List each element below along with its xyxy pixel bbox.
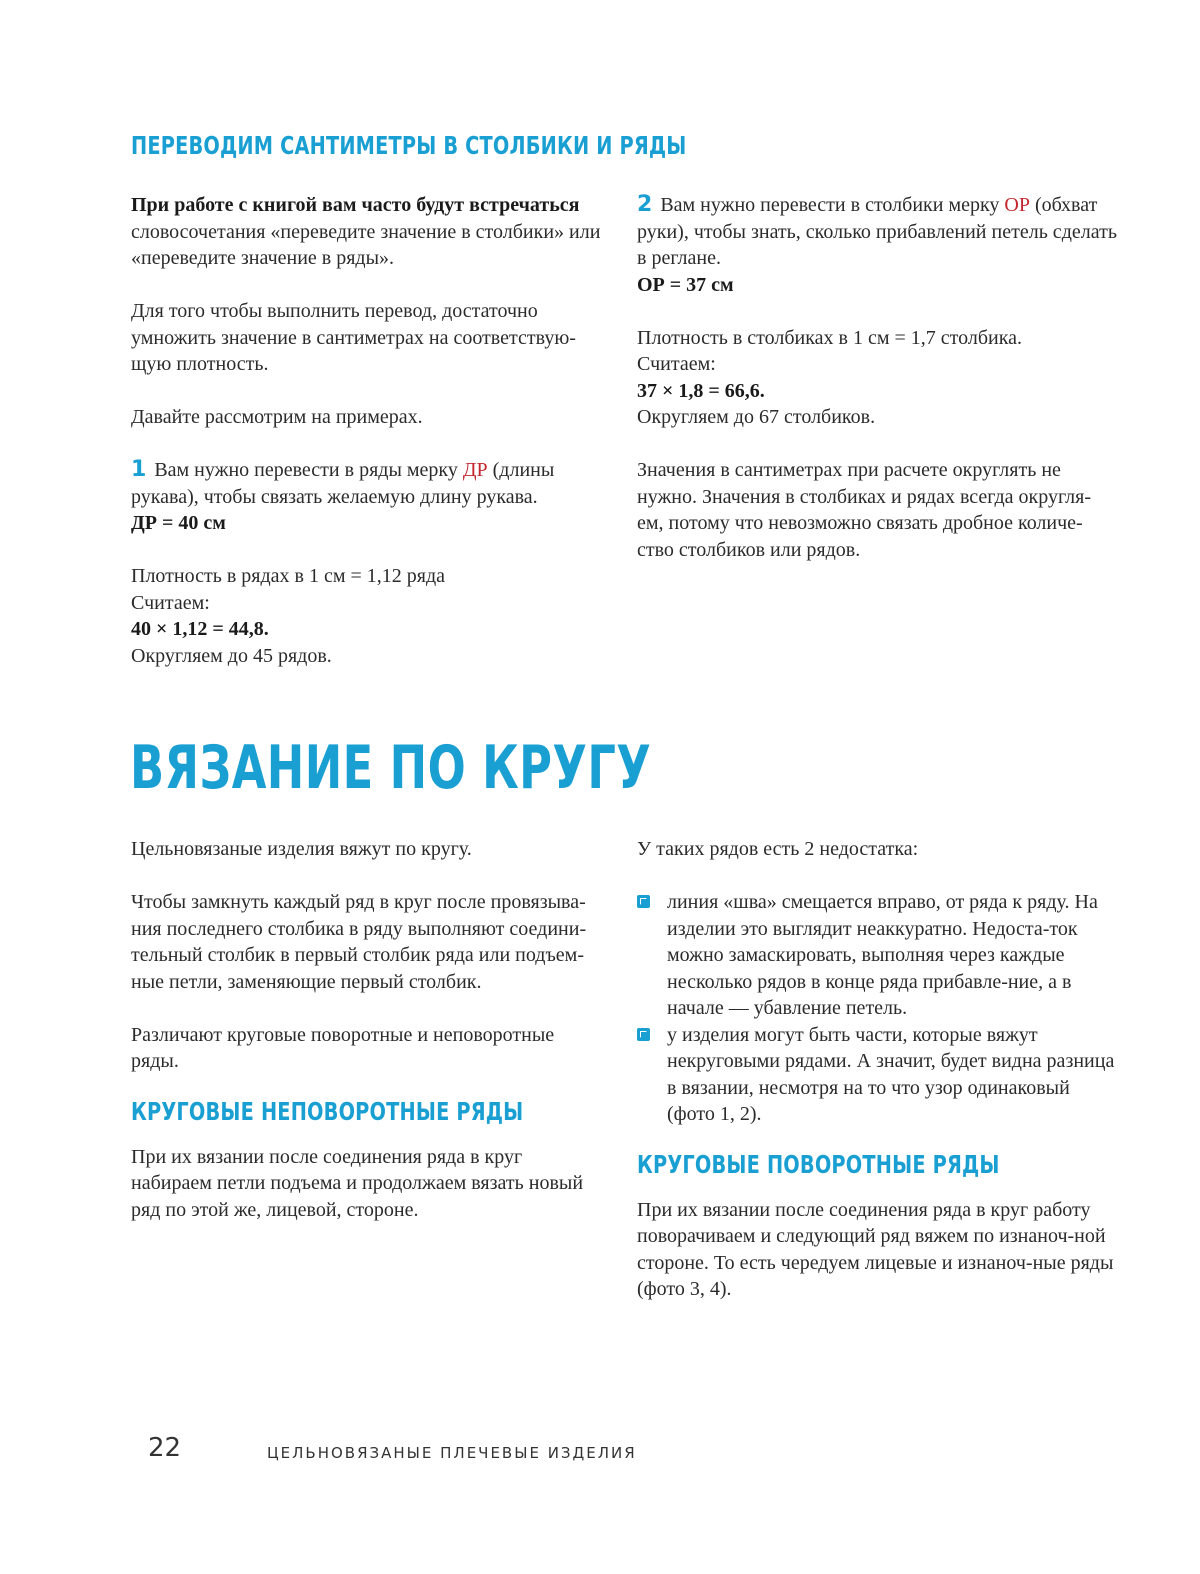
count-label: Считаем: xyxy=(637,353,716,375)
page-number: 22 xyxy=(148,1433,182,1463)
example-value: ОР = 37 см xyxy=(637,273,734,296)
paragraph: Различают круговые поворотные и неповоротные ряды. xyxy=(131,1023,555,1072)
calculation: 40 × 1,12 = 44,8. xyxy=(131,618,269,640)
example-value: ДР = 40 см xyxy=(131,512,226,534)
intro-bold: При работе с книгой вам часто будут встречаться xyxy=(131,194,580,216)
paragraph: Чтобы замкнуть каждый ряд в круг после провязыва-ния последнего столбика в ряду выполняют соедини-тельный столбик в первый столбик ряда или подъем-ные петли, заменяющие первый столбик. xyxy=(131,891,587,993)
paragraph: Цельновязаные изделия вяжут по кругу. xyxy=(131,838,472,860)
section2-right-column xyxy=(637,836,1115,1303)
intro-paragraph xyxy=(131,192,606,272)
section-heading-centimeters: ПЕРЕВОДИМ САНТИМЕТРЫ В СТОЛБИКИ И РЯДЫ xyxy=(131,131,687,160)
density-text: Плотность в рядах в 1 см = 1,12 ряда xyxy=(131,565,446,587)
running-footer-title: ЦЕЛЬНОВЯЗАНЫЕ ПЛЕЧЕВЫЕ ИЗДЕЛИЯ xyxy=(267,1444,637,1462)
example-text: Вам нужно перевести в ряды мерку xyxy=(154,459,458,481)
abbreviation-dr: ДР xyxy=(462,459,488,481)
count-label: Считаем: xyxy=(131,591,210,614)
drawbacks-list xyxy=(637,889,1115,1128)
paragraph: При их вязании после соединения ряда в круг набираем петли подъема и продолжаем вязать новый ряд по этой же, лицевой, стороне. xyxy=(131,1145,584,1221)
rounding-text: Округляем до 67 столбиков. xyxy=(637,406,876,428)
example-number: 2 xyxy=(637,192,653,217)
example-2 xyxy=(637,192,1117,272)
list-item-text: линия «шва» смещается вправо, от ряда к ряду. На изделии это выглядит неаккуратно. Недоста-ток можно замаскировать, выполняя через каждые несколько рядов в конце ряда прибавле-ние, а в начале — убавление петель. xyxy=(667,891,1098,1019)
section1-right-column xyxy=(637,192,1117,563)
square-bullet-icon xyxy=(637,1028,650,1041)
list-item xyxy=(637,889,1115,1022)
example-number: 1 xyxy=(131,457,147,482)
intro-rest: словосочетания «переведите значение в столбики» или «переведите значение в ряды». xyxy=(131,220,601,269)
paragraph: Давайте рассмотрим на примерах. xyxy=(131,406,423,428)
rounding-text: Округляем до 45 рядов. xyxy=(131,644,332,667)
example-1 xyxy=(131,457,606,510)
abbreviation-or: ОР xyxy=(1004,194,1030,216)
subheading-turning-rows: КРУГОВЫЕ ПОВОРОТНЫЕ РЯДЫ xyxy=(637,1149,1000,1179)
calculation: 37 × 1,8 = 66,6. xyxy=(637,379,765,402)
section1-left-column xyxy=(131,192,606,669)
list-item-text: у изделия могут быть части, которые вяжут некруговыми рядами. А значит, будет видна разница в вязании, несмотря на то что узор одинаковый (фото 1, 2). xyxy=(667,1023,1115,1125)
paragraph: У таких рядов есть 2 недостатка: xyxy=(637,838,919,860)
subheading-non-turning-rows: КРУГОВЫЕ НЕПОВОРОТНЫЕ РЯДЫ xyxy=(131,1096,524,1126)
list-item xyxy=(637,1022,1115,1128)
square-bullet-icon xyxy=(637,895,650,908)
example-text: (длины рукава), чтобы связать желаемую длину рукава. xyxy=(131,459,555,508)
section-heading-circular-knitting: ВЯЗАНИЕ ПО КРУГУ xyxy=(130,733,652,803)
density-text: Плотность в столбиках в 1 см = 1,7 столбика. xyxy=(637,326,1023,349)
example-text: Вам нужно перевести в столбики мерку xyxy=(660,194,1000,216)
paragraph: Для того чтобы выполнить перевод, достаточно умножить значение в сантиметрах на соответствую-щую плотность. xyxy=(131,300,576,375)
paragraph: При их вязании после соединения ряда в круг работу поворачиваем и следующий ряд вяжем по изнаноч-ной стороне. То есть чередуем лицевые и изнаноч-ные ряды (фото 3, 4). xyxy=(637,1198,1114,1300)
section2-left-column xyxy=(131,836,606,1223)
note-paragraph: Значения в сантиметрах при расчете округлять не нужно. Значения в столбиках и рядах всегда округля-ем, потому что невозможно связать дробное количе-ство столбиков или рядов. xyxy=(637,459,1092,561)
example-text: (обхват руки), чтобы знать, сколько прибавлений петель сделать в реглане. xyxy=(637,194,1117,269)
